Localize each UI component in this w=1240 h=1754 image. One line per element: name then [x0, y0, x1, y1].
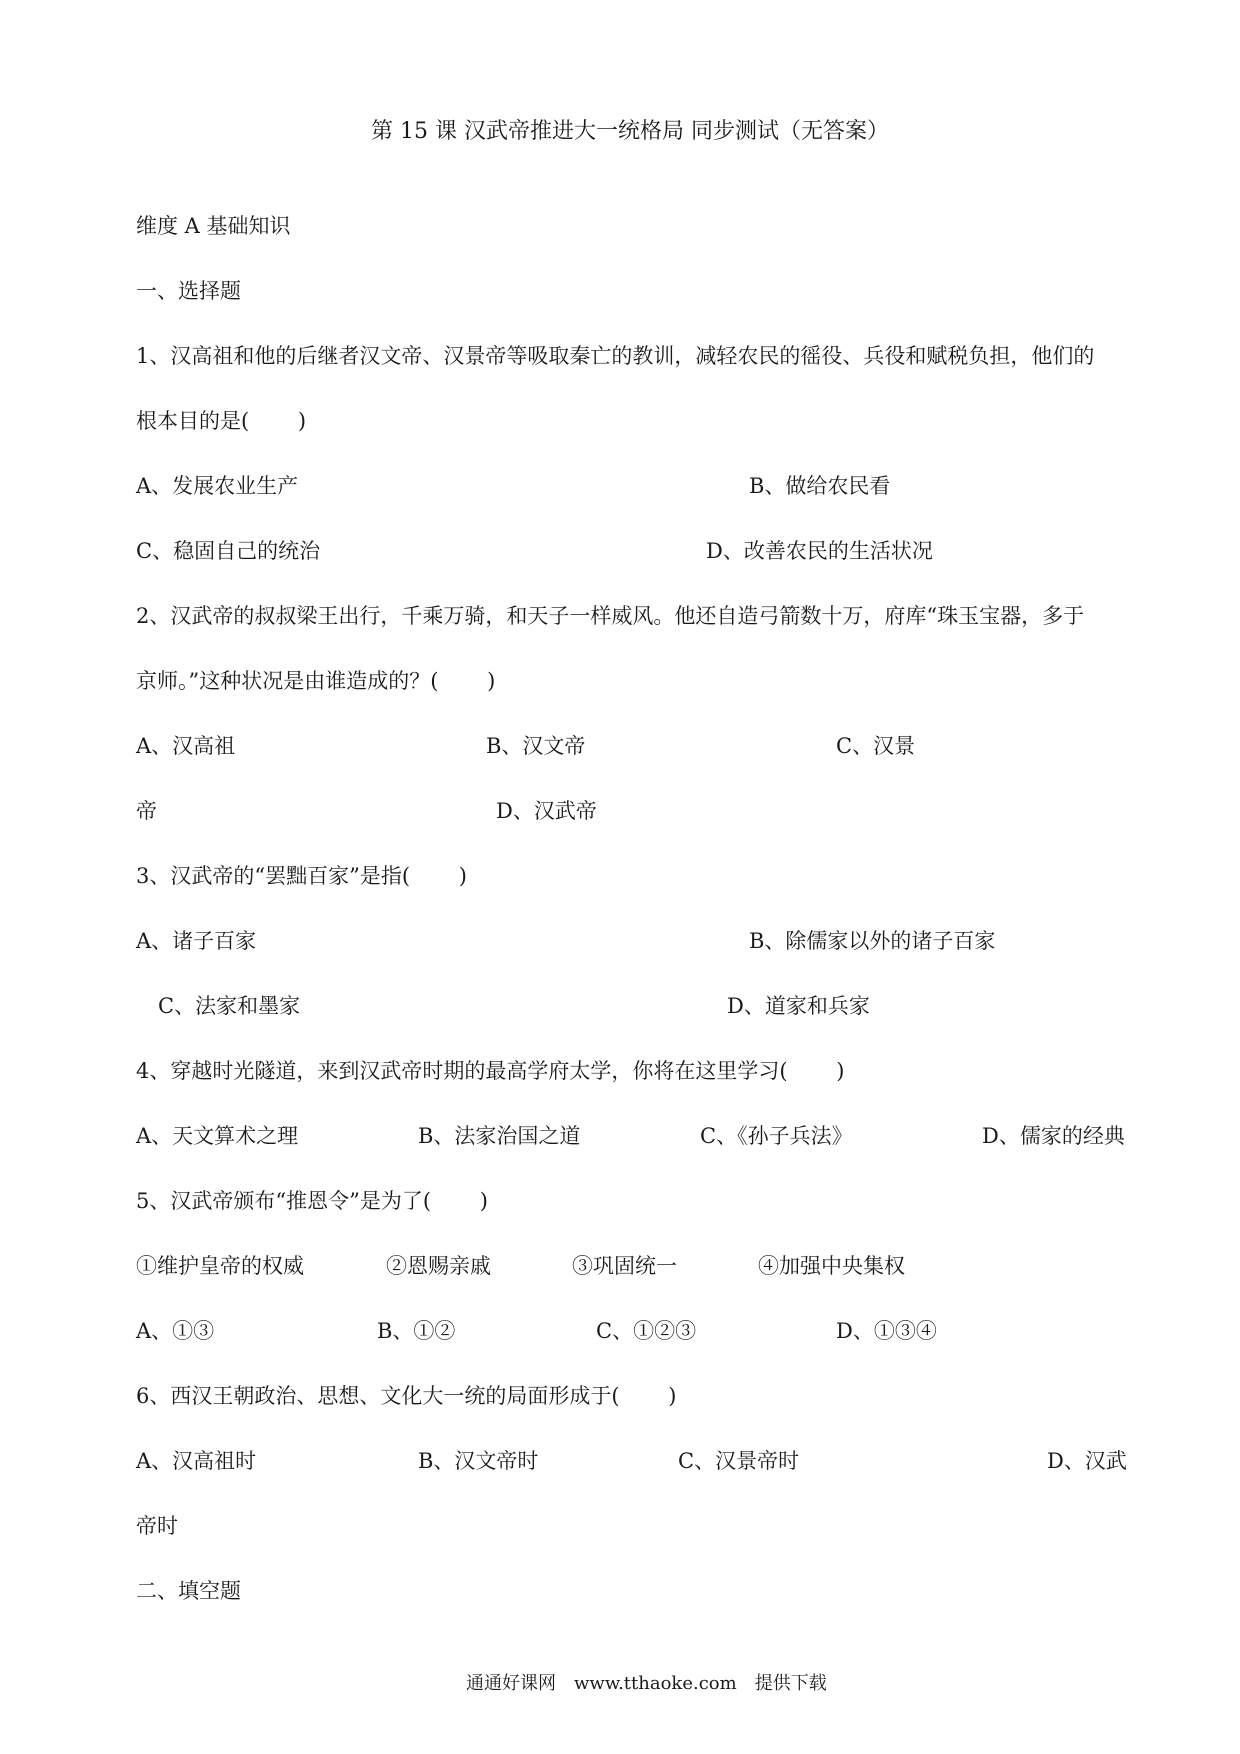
- q1-option-a: A、发展农业生产: [136, 474, 299, 498]
- q5-option-c: C、①②③: [596, 1319, 697, 1343]
- q6-option-d: D、汉武: [1047, 1449, 1127, 1473]
- q1-option-c: C、稳固自己的统治: [136, 539, 321, 563]
- section-heading-choice: 一、选择题: [136, 279, 241, 303]
- q5-option-a: A、①③: [136, 1319, 215, 1343]
- q3-option-a: A、诸子百家: [136, 929, 257, 953]
- q4-option-a: A、天文算术之理: [136, 1124, 299, 1148]
- q2-option-c-continued: 帝: [136, 799, 157, 823]
- q3-stem: 3、汉武帝的“罢黜百家”是指( ): [136, 864, 467, 888]
- page-title: 第 15 课 汉武帝推进大一统格局 同步测试（无答案）: [371, 119, 889, 144]
- q1-stem-line2: 根本目的是( ): [136, 409, 307, 433]
- q5-statement-3: ③巩固统一: [572, 1254, 677, 1278]
- q1-stem-line1: 1、汉高祖和他的后继者汉文帝、汉景帝等吸取秦亡的教训，减轻农民的徭役、兵役和赋税负担，他们的: [136, 344, 1095, 368]
- q5-statement-1: ①维护皇帝的权威: [136, 1254, 304, 1278]
- q2-option-b: B、汉文帝: [486, 734, 586, 758]
- q6-option-b: B、汉文帝时: [418, 1449, 539, 1473]
- q4-option-c: C、《孙子兵法》: [700, 1124, 853, 1148]
- q2-option-d: D、汉武帝: [496, 799, 597, 823]
- q6-option-c: C、汉景帝时: [678, 1449, 800, 1473]
- q6-option-d-continued: 帝时: [136, 1514, 178, 1538]
- q5-option-b: B、①②: [377, 1319, 456, 1343]
- dimension-heading: 维度 A 基础知识: [136, 214, 291, 238]
- q1-option-d: D、改善农民的生活状况: [706, 539, 933, 563]
- q2-stem-line2: 京师。”这种状况是由谁造成的？( ): [136, 669, 496, 693]
- q3-option-b: B、除儒家以外的诸子百家: [749, 929, 996, 953]
- q3-option-c: C、法家和墨家: [158, 994, 301, 1018]
- q5-statement-4: ④加强中央集权: [758, 1254, 905, 1278]
- q2-option-c: C、汉景: [836, 734, 916, 758]
- q6-option-a: A、汉高祖时: [136, 1449, 257, 1473]
- q4-stem: 4、穿越时光隧道，来到汉武帝时期的最高学府太学，你将在这里学习( ): [136, 1059, 845, 1083]
- q4-option-b: B、法家治国之道: [418, 1124, 581, 1148]
- section-heading-fill-blank: 二、填空题: [136, 1579, 241, 1603]
- q5-statement-2: ②恩赐亲戚: [386, 1254, 491, 1278]
- q5-option-d: D、①③④: [836, 1319, 937, 1343]
- q4-option-d: D、儒家的经典: [982, 1124, 1125, 1148]
- q6-stem: 6、西汉王朝政治、思想、文化大一统的局面形成于( ): [136, 1384, 677, 1408]
- q2-stem-line1: 2、汉武帝的叔叔梁王出行，千乘万骑，和天子一样威风。他还自造弓箭数十万，府库“珠玉宝器，多于: [136, 604, 1085, 628]
- page-footer: 通通好课网 www.tthaoke.com 提供下载: [466, 1673, 827, 1694]
- q5-stem: 5、汉武帝颁布“推恩令”是为了( ): [136, 1189, 488, 1213]
- q3-option-d: D、道家和兵家: [727, 994, 870, 1018]
- q1-option-b: B、做给农民看: [749, 474, 891, 498]
- q2-option-a: A、汉高祖: [136, 734, 236, 758]
